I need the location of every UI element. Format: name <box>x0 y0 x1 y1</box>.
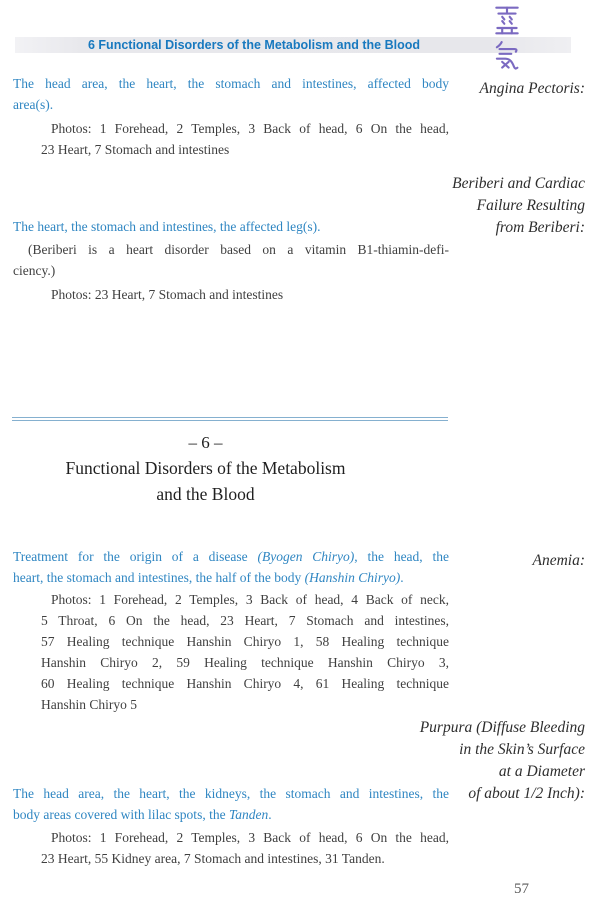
text-line: The head area, the heart, the stomach and intestines, affected body <box>13 76 449 91</box>
treatment-areas-text <box>13 73 449 115</box>
photo-references-text <box>41 589 449 715</box>
text-line: Beriberi and Cardiac <box>452 175 585 192</box>
text-line: Purpura (Diffuse Bleeding <box>419 719 585 736</box>
page-number: 57 <box>514 881 529 897</box>
kanji-rei-icon <box>493 4 521 36</box>
text-line: Photos: 1 Forehead, 2 Temples, 3 Back of head, 4 Back of neck, <box>51 592 449 607</box>
treatment-entry-anemia <box>13 546 449 715</box>
text-line: Photos: 1 Forehead, 2 Temples, 3 Back of head, 6 On the head, <box>51 121 449 136</box>
section-divider-rule <box>12 417 448 421</box>
treatment-entry-beriberi <box>13 216 449 305</box>
text-line: 57 Healing technique Hanshin Chiryo 1, 58 Healing technique <box>41 634 449 649</box>
text-line: Treatment for the origin of a disease (Byogen Chiryo), the head, the <box>13 549 449 564</box>
text-line: Photos: 23 Heart, 7 Stomach and intestines <box>51 287 284 302</box>
photo-references-text <box>41 118 449 160</box>
chapter-header-bar <box>15 37 571 53</box>
treatment-areas-text <box>13 546 449 588</box>
text-line: 23 Heart, 7 Stomach and intestines <box>41 142 230 157</box>
text-line: Failure Resulting <box>476 197 585 214</box>
text-line: Photos: 1 Forehead, 2 Temples, 3 Back of head, 6 On the head, <box>51 830 449 845</box>
text-line: Anemia: <box>532 552 585 569</box>
photo-references-text <box>41 827 449 869</box>
text-line: The heart, the stomach and intestines, the affected leg(s). <box>13 219 321 234</box>
chapter-heading <box>13 431 398 507</box>
text-line: 60 Healing technique Hanshin Chiryo 4, 61 Healing technique <box>41 676 449 691</box>
treatment-areas-text <box>13 216 449 237</box>
text-line: in the Skin’s Surface <box>459 741 585 758</box>
text-line: at a Diameter <box>498 763 585 780</box>
text-line: Hanshin Chiryo 2, 59 Healing technique Hanshin Chiryo 3, <box>41 655 449 670</box>
running-header-title: 6 Functional Disorders of the Metabolism and the Blood <box>88 38 420 52</box>
text-line: from Beriberi: <box>495 219 585 236</box>
treatment-entry-purpura <box>13 783 449 869</box>
text-line: of about 1/2 Inch): <box>468 785 585 802</box>
kanji-ki-icon <box>493 40 521 72</box>
text-line: 5 Throat, 6 On the head, 23 Heart, 7 Stomach and intestines, <box>41 613 449 628</box>
text-line: area(s). <box>13 97 54 112</box>
text-line: (Beriberi is a heart disorder based on a vitamin B1-thiamin-defi- <box>28 242 449 257</box>
treatment-entry-angina-pectoris <box>13 73 449 160</box>
text-line: Hanshin Chiryo 5 <box>41 697 137 712</box>
treatment-areas-text <box>13 783 449 825</box>
chapter-title-line1: Functional Disorders of the Metabolism <box>65 458 346 478</box>
text-line: ciency.) <box>13 263 56 278</box>
photo-references-text <box>41 284 449 305</box>
text-line: heart, the stomach and intestines, the half of the body (Hanshin Chiryo). <box>13 570 404 585</box>
reiki-kanji-icon <box>492 4 522 72</box>
explanatory-note-text <box>13 239 449 281</box>
text-line: body areas covered with lilac spots, the Tanden. <box>13 807 272 822</box>
chapter-number: – 6 – <box>188 433 223 452</box>
chapter-title-line2: and the Blood <box>156 484 255 504</box>
text-line: The head area, the heart, the kidneys, the stomach and intestines, the <box>13 786 449 801</box>
text-line: 23 Heart, 55 Kidney area, 7 Stomach and intestines, 31 Tanden. <box>41 851 385 866</box>
text-line: Angina Pectoris: <box>479 80 585 97</box>
